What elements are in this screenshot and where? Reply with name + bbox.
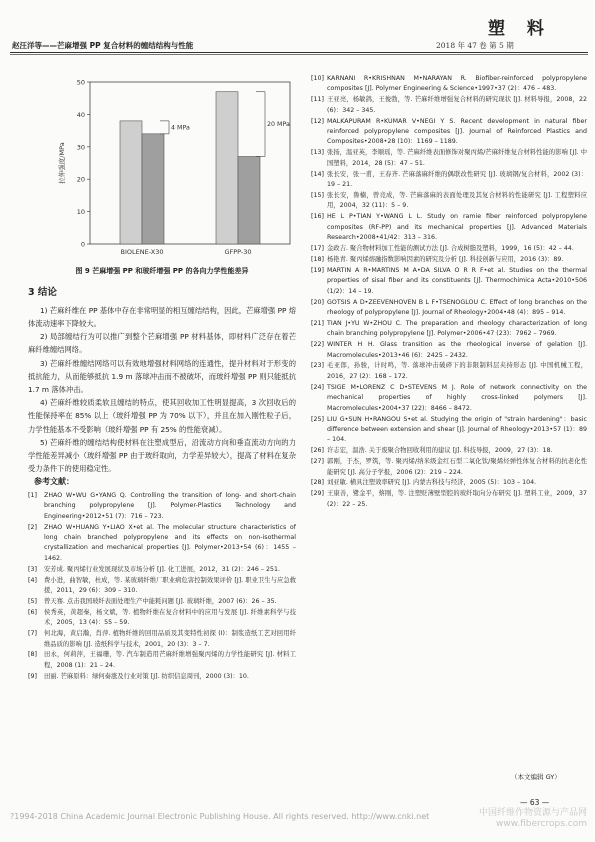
y-tick-label: 30: [76, 143, 85, 152]
reference-number: [27]: [311, 458, 324, 466]
reference-text: ZHAO W•HUANG Y•LIAO X•et al. The molecular structure characteristics of long chain branched polypropylene and its effects on non-isothermal crystallization and mechanical properties [J]. Polymer•2013•54 (6)：1455 – 1462.: [44, 523, 296, 562]
reference-number: [10]: [311, 75, 324, 82]
bar: [120, 121, 142, 244]
reference-text: 何北海，黄启瀚，肖萍. 植物纤维的回用品质及其变特性初探 (I)：制浆造纸工艺对回用纤维品质的影响 [J]. 造纸科学与技术，2001，20 (3)：3 – 7.: [44, 630, 296, 648]
watermark-line-1: 中国纤维作物资源与产品网: [478, 808, 587, 818]
header-rule: [10, 52, 588, 53]
reference-text: 王康善，鹭金平，蔡刚，等. 注塑贬薄壁型腔的玻纤取向分布研究 [J]. 塑料工业，2009，37 (2)：22 – 25.: [327, 490, 587, 508]
figure-caption: 图 9 芒麻增强 PP 和玻纤增强 PP 的各向力学性能差异: [75, 267, 249, 275]
reference-number: [21]: [311, 319, 324, 327]
reference-number: [19]: [311, 266, 324, 274]
reference-item: [311, 446, 587, 456]
left-column: [28, 64, 296, 683]
reference-list-left: [28, 491, 296, 682]
page-number: — 63 —: [520, 798, 550, 807]
reference-item: [311, 148, 587, 169]
reference-item: [311, 415, 587, 446]
right-column: [311, 74, 587, 511]
reference-text: 张长安，鲁楠，曾竞成，等. 芒麻落麻的表面处理及其复合材料的性能研究 [J]. 工程塑料应用，2004，32 (11)：5 – 9.: [327, 191, 587, 210]
reference-number: [17]: [311, 245, 324, 252]
reference-text: 安芳成. 聚丙烯行业发展现状及市场分析 [J]. 化工进展，2012，31 (2)：246 – 251.: [44, 565, 281, 573]
reference-item: [28, 608, 296, 629]
y-axis-label: 拉伸强度/MPa: [58, 142, 66, 184]
reference-number: [12]: [311, 117, 324, 125]
reference-item: [311, 244, 587, 254]
reference-item: [311, 489, 587, 510]
journal-title: 塑 料: [488, 19, 552, 39]
conclusion-heading: 3 结论: [28, 287, 57, 299]
reference-item: [311, 170, 587, 191]
y-tick-label: 40: [76, 110, 85, 119]
reference-text: 金政吉. 聚合物材料加工性能的测试方法 [J]. 合成树脂及塑料，1999，16 (5)：42 – 44.: [327, 245, 574, 252]
reference-item: [311, 361, 587, 382]
x-category-label: GFPP-30: [224, 248, 252, 256]
reference-text: MALKAPURAM R•KUMAR V•NEGI Y S. Recent development in natural fiber reinforced polypropylene composites [J]. Journal of Reinforced Plastics and Composites•2008•28 (10)：1169 – 1189.: [327, 117, 587, 146]
bar: [216, 92, 238, 244]
watermark: [479, 808, 587, 830]
reference-item: [28, 523, 296, 565]
reference-number: [14]: [311, 170, 324, 178]
reference-item: [311, 255, 587, 265]
reference-item: [311, 95, 587, 116]
reference-number: [7]: [28, 630, 37, 638]
reference-number: [20]: [311, 298, 324, 306]
reference-number: [16]: [311, 213, 324, 221]
reference-text: MARTIN A R•MARTINS M A•DA SILVA O R R F•et al. Studies on the thermal properties of sisal fiber and its constituents [J]. Thermochimica Acta•2010•506 (1/2)：14 – 19.: [327, 266, 587, 295]
reference-number: [3]: [28, 565, 37, 573]
reference-item: [311, 319, 587, 340]
reference-number: [5]: [28, 597, 37, 605]
reference-item: [311, 340, 587, 361]
issue-info: 2018 年 47 卷 第 5 期: [436, 41, 514, 50]
bar: [238, 157, 260, 244]
editor-note: （本文编辑 GY）: [511, 773, 561, 781]
annotation-label: 20 MPa: [267, 121, 290, 129]
reference-number: [26]: [311, 447, 324, 455]
reference-item: [311, 117, 587, 148]
reference-text: 费小进，曲智敏，杜成，等. 某玻璃纤维厂职业病危害控制效果评价 [J]. 职业卫生与应急救援，2011，29 (6)：309 – 310.: [44, 576, 296, 595]
reference-number: [6]: [28, 608, 37, 616]
reference-text: LIU G•SUN H•RANGOU S•et al. Studying the origin of "strain hardening"：basic difference between extension and shear [J]. Journal of Rheology•2013•57 (1)：89 – 104.: [327, 415, 587, 444]
reference-text: ZHAO W•WU G•YANG Q. Controlling the transition of long- and short-chain branching polypropylene [J]. Polymer-Plastics Technology and Engineering•2012•51 (7)：716 – 723.: [44, 491, 296, 520]
reference-text: 王亚亮，杨敏鸽，王俊勃，等. 芒麻纤维增强复合材料的研究现状 [J]. 材料导报，2008，22 (6)：342 – 345.: [327, 96, 587, 114]
reference-text: 田丽. 芒麻原料：绿何奏涨及行业对策 [J]. 纺织信息周刊，2000 (3)：10.: [44, 672, 249, 680]
reference-text: WINTER H H. Glass transition as the rheological inverse of gelation [J]. Macromolecules•2013•46 (6)：2425 – 2432.: [327, 341, 587, 359]
conclusion-item-2: 2) 局部缠结行为可以推广到整个芒麻增强 PP 材料基体，即材料广泛存在着芒麻纤维缠结网络。: [28, 332, 296, 355]
reference-text: HE L P•TIAN Y•WANG L L. Study on ramie fiber reinforced polypropylene composites (RF-PP) and its mechanical properties [J]. Advanced Materials Research•2008•41/42：313 – 316.: [327, 213, 587, 242]
y-tick-label: 20: [76, 175, 85, 184]
header-rule-thin: [10, 54, 588, 55]
y-tick-label: 50: [76, 78, 85, 87]
watermark-line-2: www.fibercrops.com: [496, 819, 587, 829]
reference-number: [23]: [311, 362, 324, 370]
reference-number: [8]: [28, 651, 37, 659]
reference-text: 田永，何莉萍，王福珊，等. 汽车制造用芒麻纤维增强聚丙烯的力学性能研究 [J]. 材料工程，2008 (1)：21 – 24.: [44, 651, 296, 669]
running-title: 赵汪洋等——芒麻增强 PP 复合材料的缠结结构与性能: [12, 41, 194, 50]
reference-number: [18]: [311, 255, 324, 263]
x-category-label: BIOLENE-X30: [120, 248, 164, 256]
annotation-label: 4 MPa: [171, 124, 190, 132]
conclusion-item-1: 1) 芒麻纤维在 PP 基体中存在非常明显的相互缠结结构，因此，芒麻增强 PP 熔体流动速率下降较大。: [28, 305, 296, 329]
reference-number: [13]: [311, 149, 324, 157]
references-heading: 参考文献：: [34, 477, 74, 487]
reference-item: [28, 597, 296, 607]
reference-text: 毛亚郎，孙骏，计时鸣，等. 落球冲击破碎下的非限制料层夹持形态 [J]. 中国机械工程，2016，27 (2)：168 – 172.: [327, 362, 587, 380]
y-tick-label: 0: [80, 240, 85, 249]
reference-number: [15]: [311, 191, 324, 199]
reference-item: [28, 672, 296, 682]
reference-item: [28, 650, 296, 671]
reference-text: TIAN J•YU W•ZHOU C. The preparation and rheology characterization of long chain branching polypropylene [J]. Polymer•2006•47 (23)：7962 – 7969.: [327, 319, 587, 338]
reference-item: [311, 74, 587, 95]
reference-text: 许志宏，温浩. 关于废聚合物回收利用的建议 [J]. 科技导报，2009，27 (3)：18.: [327, 447, 553, 455]
conclusion-item-3: 3) 芒麻纤维缠结网络可以有效地增强材料网络的连通性，提升材料对于形变的抵抗能力，从而能够抵抗 1.9 m 落球冲击而不被破坏，而玻纤增强 PP 则只能抵抗 1.7 m 落体冲击。: [28, 358, 296, 395]
reference-text: TSIGE M•LORENZ C D•STEVENS M J. Role of network connectivity on the mechanical properties of highly cross-linked polymers [J]. Macromolecules•2004•37 (22)：8466 – 8472.: [327, 383, 587, 412]
reference-number: [9]: [28, 672, 37, 680]
reference-text: KARNANI R•KRISHNAN M•NARAYAN R. Biofiber-reinforced polypropylene composites [J]. Polymer Engineering & Science•1997•37 (2)：476 – 483.: [327, 75, 587, 93]
reference-item: [28, 629, 296, 650]
reference-text: GOTSIS A D•ZEEVENHOVEN B L F•TSENOGLOU C. Effect of long branches on the rheology of polypropylene [J]. Journal of Rheology•2004•48 (4)：895 – 914.: [327, 298, 587, 316]
reference-number: [2]: [28, 523, 37, 531]
reference-text: 侯秀英，黄超秦，杨文斌，等. 植物纤维在复合材料中的应用与发展 [J]. 纤维素科学与技术，2005，13 (4)：55 – 59.: [44, 608, 296, 627]
reference-number: [22]: [311, 341, 324, 349]
conclusion-item-5: 5) 芒麻纤维的缠结结构使材料在注塑成型后，沿流动方向和垂直流动方向的力学性能差异减小（玻纤增强 PP 由于玻纤取向，力学差异较大），提高了材料在复杂受力条件下的使用稳定性。: [28, 437, 296, 474]
figure-9: [28, 64, 296, 260]
reference-item: [311, 298, 587, 319]
reference-number: [24]: [311, 383, 324, 391]
reference-text: 刘亚敏. 横具注塑效率研究 [J]. 内蒙古科技与经济，2005 (5)：103 – 104.: [327, 479, 537, 487]
bar-chart: [28, 64, 296, 260]
reference-item: [28, 576, 296, 597]
reference-item: [311, 478, 587, 488]
reference-text: 曾天骞. 点击我国玻纤表面处理生产中能耗问题 [J]. 玻璃纤维，2007 (6)：26 – 35.: [44, 597, 277, 605]
reference-item: [311, 191, 587, 212]
reference-item: [311, 457, 587, 478]
reference-text: 张长安，张一甫，王春齐. 芒麻落麻纤维的偶联改性研究 [J]. 玻璃钢/复合材料，2002 (3)：19 – 21.: [327, 170, 587, 189]
reference-number: [11]: [311, 96, 324, 104]
reference-text: 杨艳青. 聚丙烯熔融指数影响因素的研究及分析 [J]. 科技创新与应用，2016 (3)：89.: [327, 255, 564, 263]
y-tick-label: 10: [76, 208, 85, 217]
reference-number: [28]: [311, 479, 324, 487]
reference-text: 张扬，温亚英，李顺瑶，等. 芒麻纤维表面修饰对聚丙烯/芒麻纤维复合材料性能的影响 [J]. 中国塑料，2014，28 (5)：47 – 51.: [327, 149, 587, 167]
reference-item: [311, 266, 587, 297]
reference-item: [311, 212, 587, 243]
conclusion-item-4: 4) 芒麻纤维较质柔软且缠结的特点，使其回收加工性明显提高，3 次回收后的性能保持率在 85% 以上（玻纤增强 PP 为 70% 以下），并且在加入刚性粒子后，力学性能基本不受影响（玻纤增强 PP 有 25% 的性能衰减）。: [28, 398, 296, 434]
reference-text: 郭刚，于杰，罗筑，等. 聚丙烯/纳米级金红石型二氧化钛/聚烯烃弹性体复合材料的抗老化性能研究 [J]. 高分子学报，2006 (2)：219 – 224.: [327, 458, 587, 476]
reference-number: [1]: [28, 491, 37, 499]
reference-item: [28, 491, 296, 522]
reference-list-right: [311, 74, 587, 510]
copyright-footer: ?1994-2018 China Academic Journal Electronic Publishing House. All rights reserved. http://www.cnki.net: [10, 812, 430, 821]
bar: [142, 134, 164, 244]
reference-item: [311, 383, 587, 414]
reference-number: [29]: [311, 490, 324, 498]
reference-number: [4]: [28, 576, 37, 584]
reference-item: [28, 565, 296, 575]
reference-number: [25]: [311, 415, 324, 423]
